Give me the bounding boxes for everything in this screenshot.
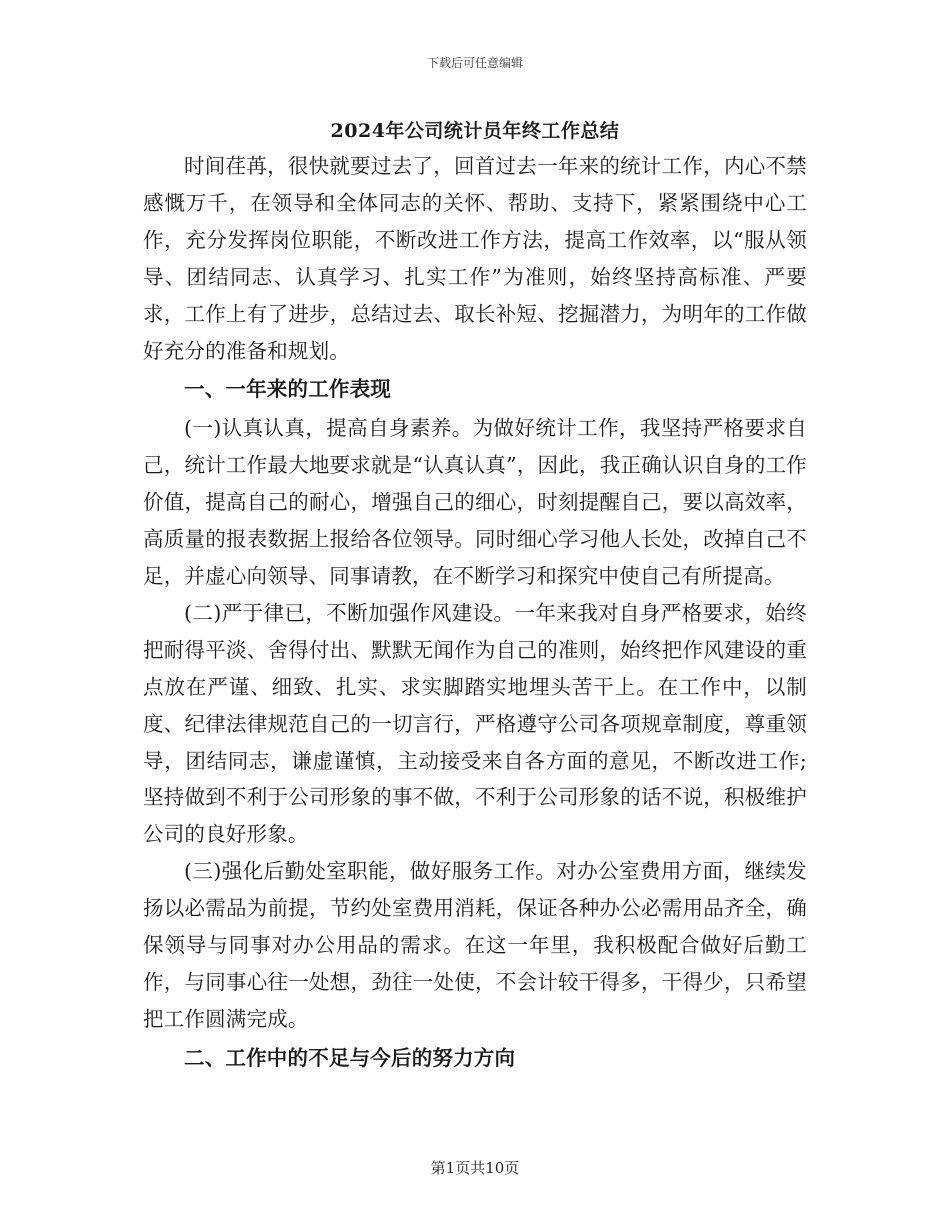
- section-heading-1: 一、一年来的工作表现: [184, 377, 391, 402]
- header-note: 下载后可任意编辑: [426, 56, 523, 70]
- document-body: [143, 148, 807, 1079]
- document-title: 2024年公司统计员年终工作总结: [330, 120, 620, 142]
- intro-paragraph: 时间荏苒，很快就要过去了，回首过去一年来的统计工作，内心不禁感慨万千，在领导和全体同志的关怀、帮助、支持下，紧紧围绕中心工作，充分发挥岗位职能，不断改进工作方法，提高工作效率，以“服从领导、团结同志、认真学习、扎实工作”为准则，始终坚持高标准、严要求，工作上有了进步，总结过去、取长补短、挖掘潜力，为明年的工作做好充分的准备和规划。: [143, 154, 807, 363]
- page-footer: 第1页共10页: [430, 1159, 520, 1177]
- paragraph-item-1: (一)认真认真，提高自身素养。为做好统计工作，我坚持严格要求自己，统计工作最大地要求就是“认真认真”，因此，我正确认识自身的工作价值，提高自己的耐心，增强自己的细心，时刻提醒自己，要以高效率，高质量的报表数据上报给各位领导。同时细心学习他人长处，改掉自己不足，并虚心向领导、同事请教，在不断学习和探究中使自己有所提高。: [143, 416, 807, 588]
- section-heading-2: 二、工作中的不足与今后的努力方向: [184, 1045, 516, 1070]
- paragraph-item-3: (三)强化后勤处室职能，做好服务工作。对办公室费用方面，继续发扬以必需品为前提，节约处室费用消耗，保证各种办公必需用品齐全，确保领导与同事对办公用品的需求。在这一年里，我积极配合做好后勤工作，与同事心往一处想，劲往一处使，不会计较干得多，干得少，只希望把工作圆满完成。: [143, 859, 807, 1031]
- paragraph-item-2: (二)严于律已，不断加强作风建设。一年来我对自身严格要求，始终把耐得平淡、舍得付出、默默无闻作为自己的准则，始终把作风建设的重点放在严谨、细致、扎实、求实脚踏实地埋头苦干上。在工作中，以制度、纪律法律规范自己的一切言行，严格遵守公司各项规章制度，尊重领导，团结同志，谦虚谨慎，主动接受来自各方面的意见，不断改进工作;坚持做到不利于公司形象的事不做，不利于公司形象的话不说，积极维护公司的良好形象。: [143, 600, 807, 847]
